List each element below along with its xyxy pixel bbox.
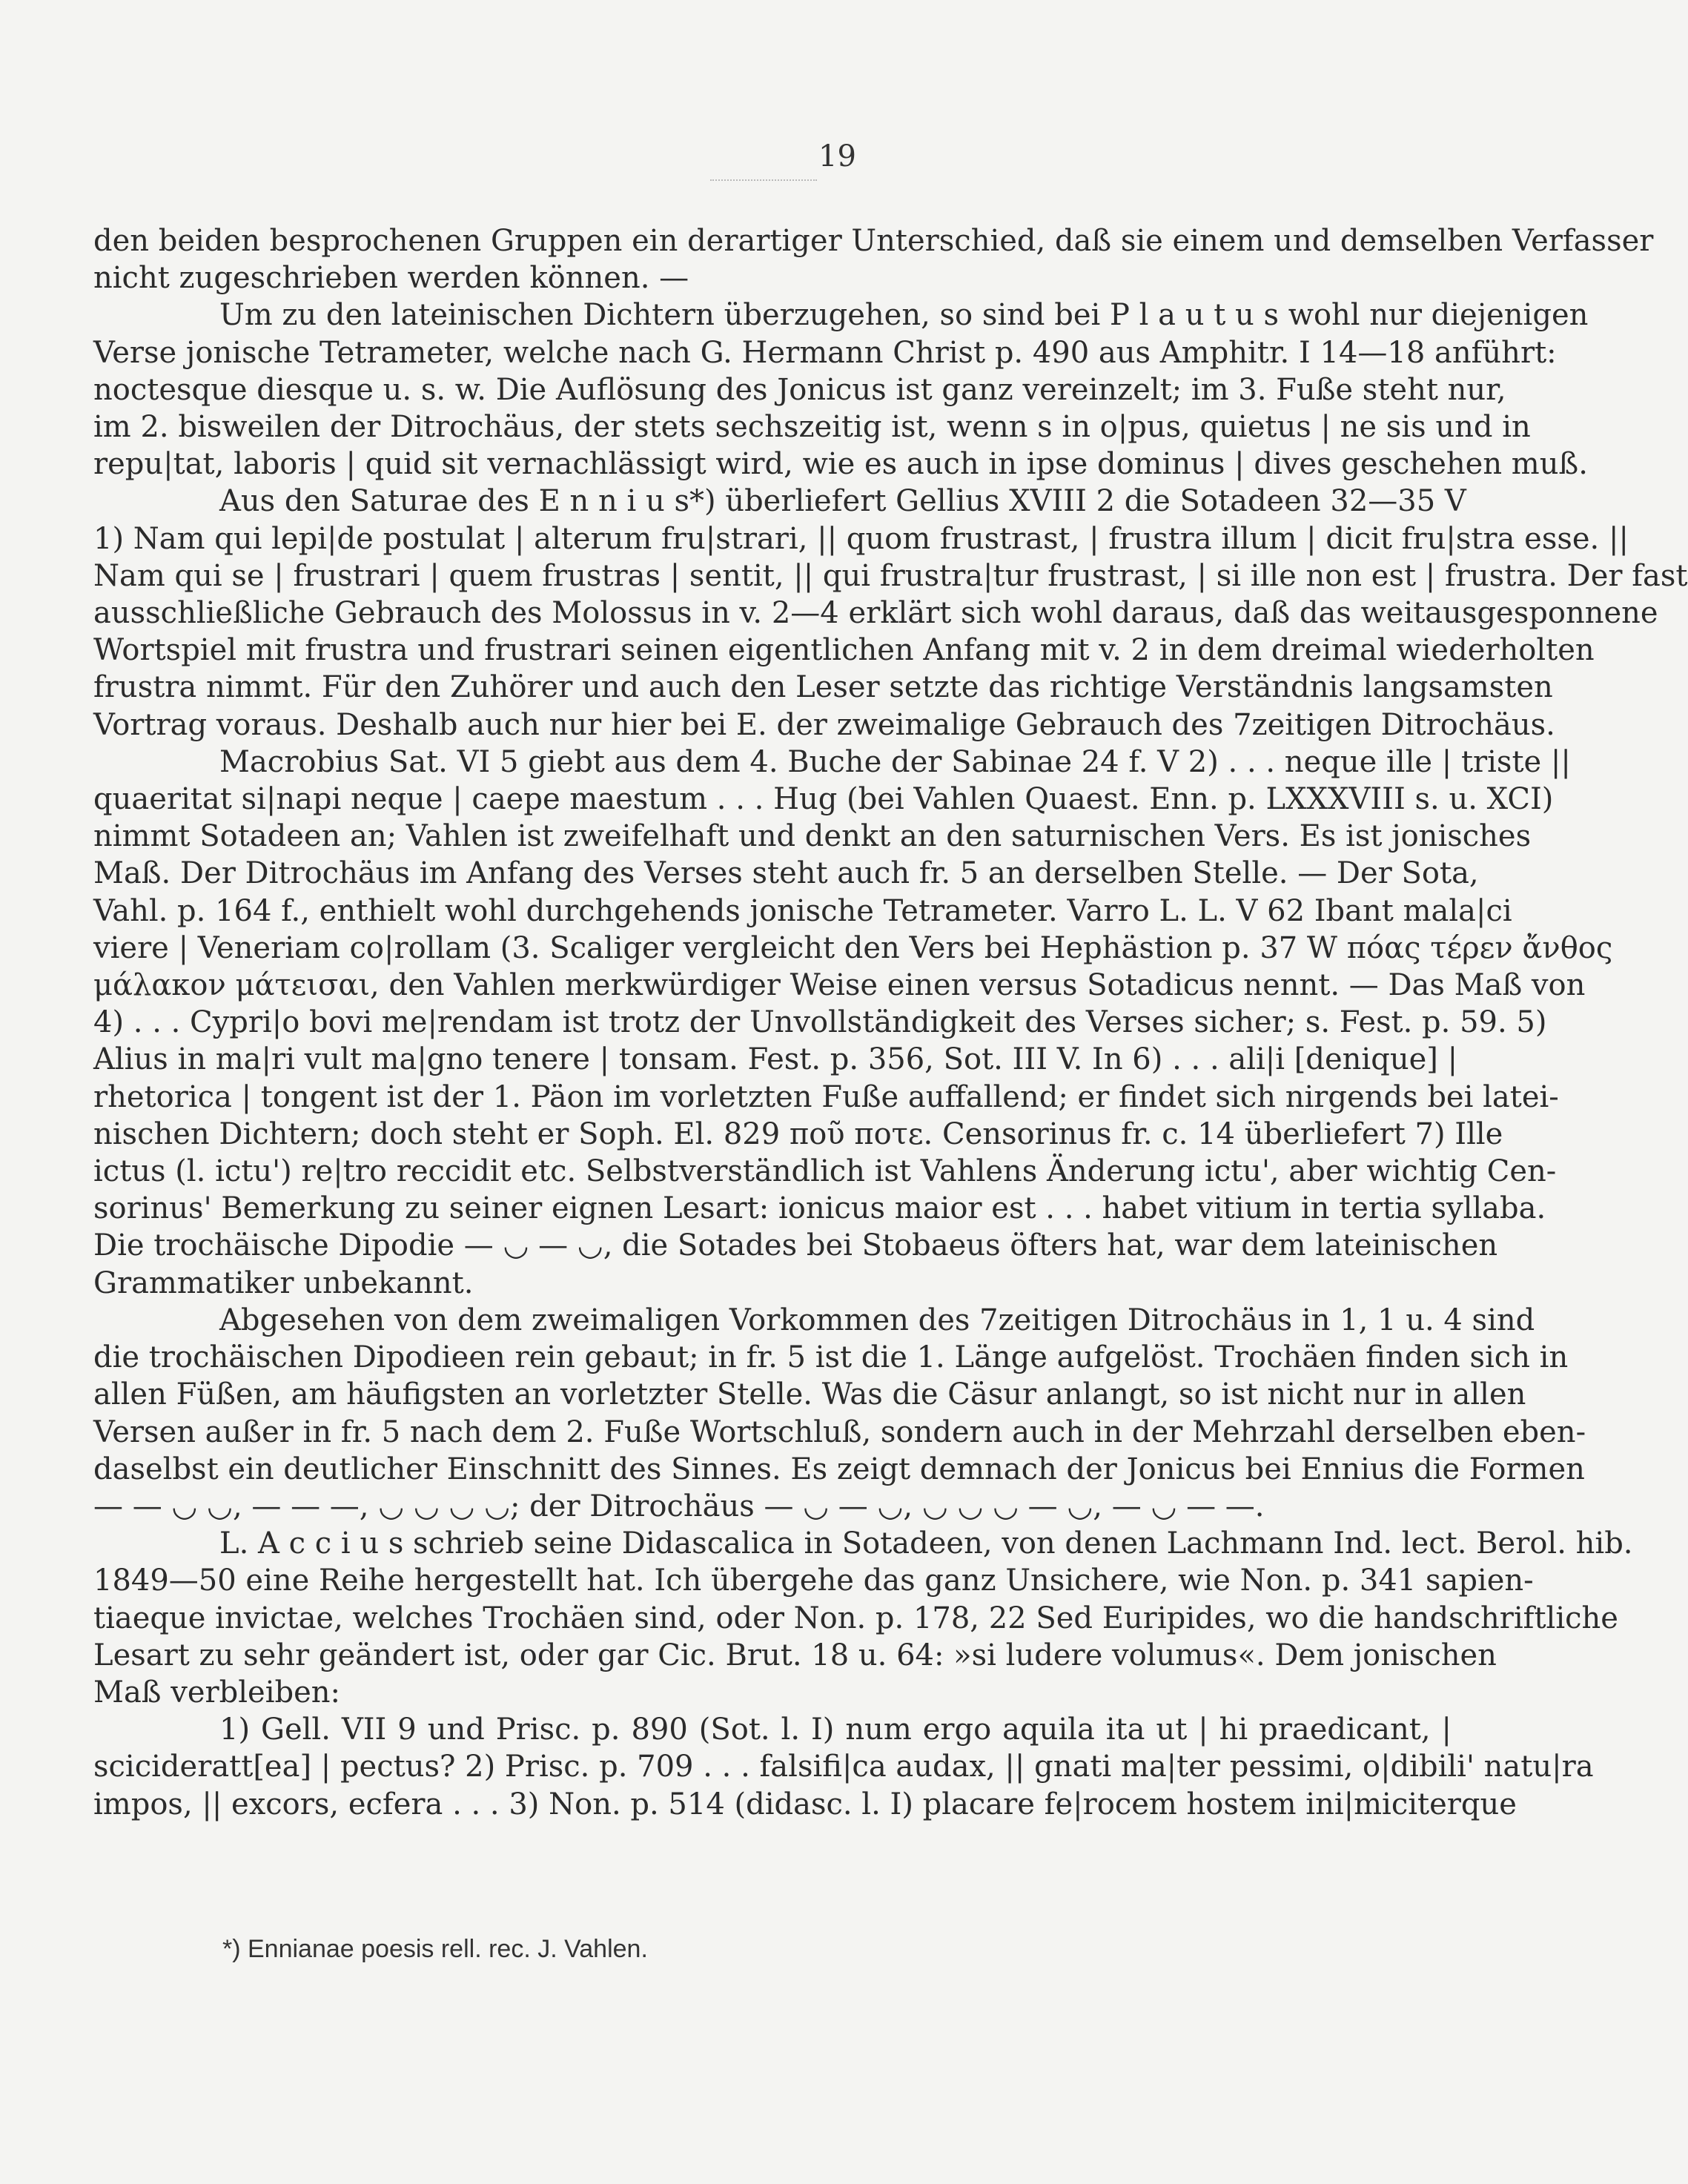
text-line: 1) Gell. VII 9 und Prisc. p. 890 (Sot. l. I) num ergo aquila ita ut | hi praedicant, | <box>219 1713 1452 1747</box>
text-line: im 2. bisweilen der Ditrochäus, der stets sechszeitig ist, wenn s in o|pus, quietus | ne sis und in <box>93 410 1531 445</box>
text-line: ausschließliche Gebrauch des Molossus in v. 2—4 erklärt sich wohl daraus, daß das weitausgesponnene <box>93 596 1658 631</box>
text-line: viere | Veneriam co|rollam (3. Scaliger vergleicht den Vers bei Hephästion p. 37 W πόας τέρεν ἄνθος <box>93 930 1613 965</box>
text-line: noctesque diesque u. s. w. Die Auflösung des Jonicus ist ganz vereinzelt; im 3. Fuße steht nur, <box>93 372 1506 407</box>
text-line: Abgesehen von dem zweimaligen Vorkommen des 7zeitigen Ditrochäus in 1, 1 u. 4 sind <box>219 1303 1535 1337</box>
text-line: repu|tat, laboris | quid sit vernachlässigt wird, wie es auch in ipse dominus | dives geschehen muß. <box>93 447 1588 482</box>
text-line: Nam qui se | frustrari | quem frustras | sentit, || qui frustra|tur frustrast, | si ille non est | frustra. Der fast <box>93 558 1688 593</box>
page-number: 19 <box>818 139 856 173</box>
paragraph <box>93 1525 1633 1711</box>
paragraph <box>93 222 1654 297</box>
text-line: nimmt Sotadeen an; Vahlen ist zweifelhaft und denkt an den saturnischen Vers. Es ist jonisches <box>93 819 1532 854</box>
text-line: quaeritat si|napi neque | caepe maestum . . . Hug (bei Vahlen Quaest. Enn. p. LXXXVIII s. u. XCI) <box>93 782 1554 817</box>
text-line: allen Füßen, am häufigsten an vorletzter Stelle. Was die Cäsur anlangt, so ist nicht nur in allen <box>93 1377 1526 1412</box>
paragraph <box>93 483 1688 743</box>
text-line: 1849—50 eine Reihe hergestellt hat. Ich übergehe das ganz Unsichere, wie Non. p. 341 sapien- <box>93 1563 1534 1598</box>
text-line: sorinus' Bemerkung zu seiner eignen Lesart: ionicus maior est . . . habet vitium in tertia syllaba. <box>93 1191 1546 1226</box>
text-line: μάλακον μάτεισαι, den Vahlen merkwürdiger Weise einen versus Sotadicus nennt. — Das Maß von <box>93 968 1586 1003</box>
text-line: Vahl. p. 164 f., enthielt wohl durchgehends jonische Tetrameter. Varro L. L. V 62 Ibant mala|ci <box>93 893 1512 928</box>
text-line: — — ◡ ◡, — — —, ◡ ◡ ◡ ◡; der Ditrochäus — ◡ — ◡, ◡ ◡ ◡ — ◡, — ◡ — —. <box>93 1489 1265 1523</box>
text-line: Lesart zu sehr geändert ist, oder gar Cic. Brut. 18 u. 64: »si ludere volumus«. Dem jonischen <box>93 1638 1497 1672</box>
text-line: Um zu den lateinischen Dichtern überzugehen, so sind bei P l a u t u s wohl nur diejenigen <box>219 298 1589 333</box>
text-line: ictus (l. ictu') re|tro reccidit etc. Selbstverständlich ist Vahlens Änderung ictu', aber wichtig Cen- <box>93 1154 1557 1189</box>
text-line: L. A c c i u s schrieb seine Didascalica in Sotadeen, von denen Lachmann Ind. lect. Berol. hib. <box>219 1526 1633 1561</box>
text-line: Vortrag voraus. Deshalb auch nur hier bei E. der zweimalige Gebrauch des 7zeitigen Ditrochäus. <box>93 707 1555 742</box>
text-line: Maß verbleiben: <box>93 1675 341 1710</box>
body-text <box>93 222 1688 1823</box>
text-line: Grammatiker unbekannt. <box>93 1265 474 1300</box>
text-line: nicht zugeschrieben werden können. — <box>93 261 689 296</box>
paragraph <box>93 1711 1594 1823</box>
text-line: 1) Nam qui lepi|de postulat | alterum fru|strari, || quom frustrast, | frustra illum | dicit fru|stra esse. || <box>93 521 1629 556</box>
text-line: scicideratt[ea] | pectus? 2) Prisc. p. 709 . . . falsifi|ca audax, || gnati ma|ter pessimi, o|dibili' natu|ra <box>93 1750 1594 1784</box>
text-line: Alius in ma|ri vult ma|gno tenere | tonsam. Fest. p. 356, Sot. III V. In 6) . . . ali|i [denique] | <box>93 1042 1458 1077</box>
text-line: Maß. Der Ditrochäus im Anfang des Verses steht auch fr. 5 an derselben Stelle. — Der Sota, <box>93 856 1479 891</box>
paragraph <box>93 744 1613 1302</box>
text-line: Macrobius Sat. VI 5 giebt aus dem 4. Buche der Sabinae 24 f. V 2) . . . neque ille | triste || <box>219 744 1571 779</box>
header-rule <box>710 179 817 181</box>
text-line: Wortspiel mit frustra und frustrari seinen eigentlichen Anfang mit v. 2 in dem dreimal wiederholten <box>93 633 1595 668</box>
text-line: daselbst ein deutlicher Einschnitt des Sinnes. Es zeigt demnach der Jonicus bei Ennius die Formen <box>93 1452 1585 1486</box>
text-line: nischen Dichtern; doch steht er Soph. El. 829 ποῦ ποτε. Censorinus fr. c. 14 überliefert 7) Ille <box>93 1116 1503 1151</box>
text-line: Verse jonische Tetrameter, welche nach G. Hermann Christ p. 490 aus Amphitr. I 14—18 anführt: <box>93 335 1557 370</box>
text-line: impos, || excors, ecfera . . . 3) Non. p. 514 (didasc. l. I) placare fe|rocem hostem ini|miciterque <box>93 1787 1517 1821</box>
text-line: frustra nimmt. Für den Zuhörer und auch den Leser setzte das richtige Verständnis langsamsten <box>93 670 1553 705</box>
text-line: 4) . . . Cypri|o bovi me|rendam ist trotz der Unvollständigkeit des Verses sicher; s. Fest. p. 59. 5) <box>93 1005 1547 1040</box>
text-line: tiaeque invictae, welches Trochäen sind, oder Non. p. 178, 22 Sed Euripides, wo die handschriftliche <box>93 1601 1618 1635</box>
paragraph <box>93 297 1589 483</box>
text-line: den beiden besprochenen Gruppen ein derartiger Unterschied, daß sie einem und demselben Verfasser <box>93 224 1654 258</box>
footnote: *) Ennianae poesis rell. rec. J. Vahlen. <box>222 1935 648 1963</box>
text-line: Versen außer in fr. 5 nach dem 2. Fuße Wortschluß, sondern auch in der Mehrzahl derselben eben- <box>93 1414 1586 1449</box>
text-line: rhetorica | tongent ist der 1. Päon im vorletzten Fuße auffallend; er findet sich nirgends bei latei- <box>93 1079 1559 1114</box>
text-line: die trochäischen Dipodieen rein gebaut; in fr. 5 ist die 1. Länge aufgelöst. Trochäen finden sich in <box>93 1340 1569 1375</box>
text-line: Aus den Saturae des E n n i u s*) überliefert Gellius XVIII 2 die Sotadeen 32—35 V <box>219 484 1466 519</box>
text-line: Die trochäische Dipodie — ◡ — ◡, die Sotades bei Stobaeus öfters hat, war dem lateinischen <box>93 1228 1498 1263</box>
paragraph <box>93 1302 1586 1525</box>
